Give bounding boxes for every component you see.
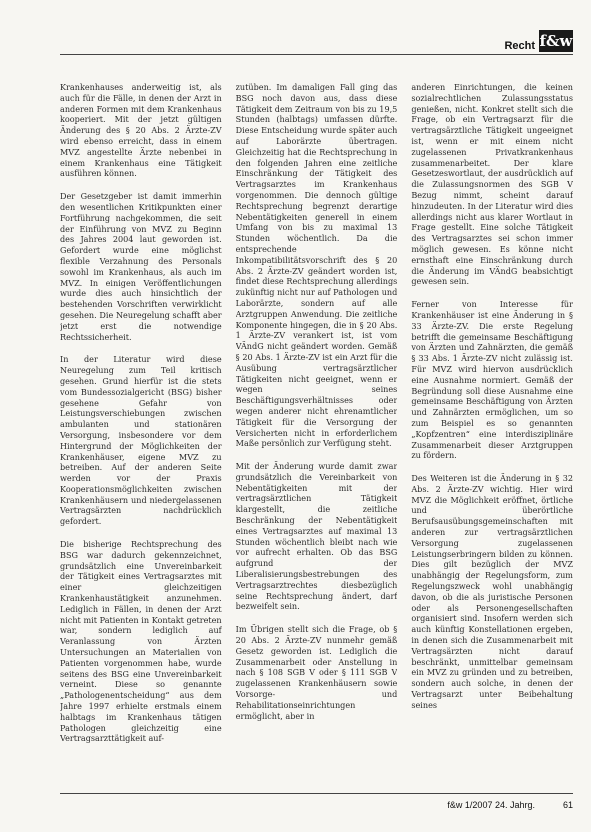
paragraph: Ferner von Interesse für Krankenhäuser ist eine Änderung in § 33 Ärzte-ZV. Die erste Regelung betrifft die gemeinsame Beschäftigung von Ärzten und Zahnärzten, die gemäß § 33 Abs. 1 Ärzte-ZV nicht zulässig ist. Für MVZ wird hiervon ausdrücklich eine Ausnahme normiert. Gemäß der Begründung soll diese Ausnahme eine gemeinsame Beschäftigung von Ärzten und Zahnärzten ermöglichen, um so zum Beispiel es so genannten „Kopfzentren“ eine interdisziplinäre Zusammenarbeit dieser Arztgruppen zu fördern. [411, 299, 573, 461]
paragraph: zutüben. Im damaligen Fall ging das BSG noch davon aus, dass diese Tätigkeit dem Zeitraum von bis zu 19,5 Stunden (halbtags) umfassen dürfte. Diese Entscheidung wurde später auch auf Laborärzte übertragen. Gleichzeitig hat die Rechtsprechung in den folgenden Jahren eine zeitliche Einschränkung der Tätigkeit des Vertragsarztes im Krankenhaus vorgenommen. Die dennoch gültige Rechtsprechung begrenzt derartige Nebentätigkeiten generell in einem Umfang von bis zu maximal 13 Stunden wöchentlich. Da die entsprechende Inkompatibilitätsvorschrift des § 20 Abs. 2 Ärzte-ZV geändert worden ist, findet diese Rechtsprechung allerdings zukünftig nicht nur auf Pathologen und Laborärzte, sondern auf alle Arztgruppen Anwendung. Die zeitliche Komponente hingegen, die in § 20 Abs. 1 Ärzte-ZV verankert ist, ist vom VÄndG nicht geändert worden. Gemäß § 20 Abs. 1 Ärzte-ZV ist ein Arzt für die Ausübung vertragsärztlicher Tätigkeiten nicht geeignet, wenn er wegen seines Beschäftigungsverhältnisses oder wegen anderer nicht ehrenamtlicher Tätigkeit für die Versorgung der Versicherten nicht in erforderlichem Maße persönlich zur Verfügung steht. [235, 82, 398, 449]
issue-info: f&w 1/2007 24. Jahrg. [447, 800, 535, 810]
article-body [60, 82, 573, 784]
text-column-2 [236, 82, 398, 784]
page-number: 61 [562, 800, 573, 810]
paragraph: Im Übrigen stellt sich die Frage, ob § 20 Abs. 2 Ärzte-ZV nunmehr gemäß Gesetz geworden ist. Lediglich die Zusammenarbeit oder Anstellung in nach § 108 SGB V oder § 111 SGB V zugelassenen Krankenhäusern sowie Vorsorge- und Rehabilitationseinrichtungen ermöglicht, aber in [235, 624, 398, 721]
paragraph: Krankenhauses anderweitig ist, als auch für die Fälle, in denen der Arzt in anderen Formen mit dem Krankenhaus kooperiert. Mit der jetzt gültigen Änderung des § 20 Abs. 2 Ärzte-ZV wird ebenso erreicht, dass in einem MVZ angestellte Ärzte nebenbei in einem Krankenhaus eine Tätigkeit ausführen können. [60, 82, 222, 179]
footer-divider [60, 793, 573, 794]
page-footer [447, 800, 573, 810]
paragraph: Die bisherige Rechtsprechung des BSG war dadurch gekennzeichnet, grundsätzlich eine Unvereinbarkeit der Tätigkeit eines Vertragsarztes mit einer gleichzeitigen Krankenhaustätigkeit anzunehmen. Lediglich in Fällen, in denen der Arzt nicht mit Patienten in Kontakt getreten war, sondern lediglich auf Veranlassung von Ärzten Untersuchungen an Materialien von Patienten vorgenommen habe, wurde seitens des BSG eine Unvereinbarkeit verneint. Diese so genannte „Pathologenentscheidung“ aus dem Jahre 1997 erhielte erstmals einem halbtags im Krankenhaus tätigen Pathologen gleichzeitig eine Vertragsarzttätigkeit auf- [60, 539, 222, 744]
section-label: Recht [504, 40, 535, 52]
text-column-1 [60, 82, 222, 784]
text-column-3 [411, 82, 573, 784]
journal-logo: f&w [539, 32, 573, 50]
header-divider [60, 54, 573, 55]
paragraph: anderen Einrichtungen, die keinen sozialrechtlichen Zulassungsstatus genießen, nicht. Konkret stellt sich die Frage, ob ein Vertragsarzt für die vertragsärztliche Tätigkeit ungeeignet ist, wenn er mit einem nicht zugelassenen Privatkrankenhaus zusammenarbeitet. Der klare Gesetzeswortlaut, der ausdrücklich auf die Zulassungsnormen des SGB V Bezug nimmt, scheint darauf hinzudeuten. In der Literatur wird dies allerdings nicht aus klarer Wortlaut in Frage gestellt. Eine solche Tätigkeit des Vertragsarztes sei schon immer möglich gewesen. Es könne nicht ernsthaft eine Einschränkung durch die Änderung im VÄndG beabsichtigt gewesen sein. [411, 82, 573, 287]
paragraph: In der Literatur wird diese Neuregelung zum Teil kritisch gesehen. Grund hierfür ist die stets vom Bundessozialgericht (BSG) bisher gesehene Gefahr von Leistungsverschiebungen zwischen ambulanten und stationären Versorgung, insbesondere vor dem Hintergrund der Möglichkeiten der Krankenhäuser, eigene MVZ zu betreiben. Auf der anderen Seite werden vor der Praxis Kooperationsmöglichkeiten zwischen Krankenhäusern und niedergelassenen Vertragsärzten nachdrücklich gefordert. [60, 354, 222, 527]
paragraph: Mit der Änderung wurde damit zwar grundsätzlich die Vereinbarkeit von Nebentätigkeiten mit der vertragsärztlichen Tätigkeit klargestellt, die zeitliche Beschränkung der Nebentätigkeit eines Vertragsarztes auf maximal 13 Stunden wöchentlich bleibt nach wie vor aufrecht erhalten. Ob das BSG aufgrund der Liberalisierungsbestrebungen des Vertragsarztrechtes diesbezüglich seine Rechtsprechung ändert, darf bezweifelt sein. [235, 461, 398, 612]
paragraph: Des Weiteren ist die Änderung in § 32 Abs. 2 Ärzte-ZV wichtig. Hier wird MVZ die Möglichkeit eröffnet, örtliche und überörtliche Berufsausübungsgemeinschaften mit anderen zur vertragsärztlichen Versorgung zugelassenen Leistungserbringern bilden zu können. Dies gilt bezüglich der MVZ unabhängig der Regelungsform, zum Regelungszweck wohl unabhängig davon, ob die als juristische Personen oder als Personengesellschaften organisiert sind. Insofern werden sich auch künftig Konstellationen ergeben, in denen sich die Zusammenarbeit mit Vertragsärzten nicht darauf beschränkt, unmittelbar gemeinsam ein MVZ zu gründen und zu betreiben, sondern auch solche, in denen der Vertragsarzt unter Beibehaltung seines [411, 473, 573, 710]
paragraph: Der Gesetzgeber ist damit immerhin den wesentlichen Kritikpunkten einer Fortführung nachgekommen, die seit der Einführung von MVZ zu Beginn des Jahres 2004 laut geworden ist. Gefordert wurde eine möglichst flexible Verzahnung des Personals sowohl im Krankenhaus, als auch im MVZ. In einigen Veröffentlichungen wurde dies auch hinsichtlich der bestehenden Vorschriften verwirklicht gesehen. Die Neuregelung schafft aber jetzt erst die notwendige Rechtssicherheit. [60, 191, 222, 342]
